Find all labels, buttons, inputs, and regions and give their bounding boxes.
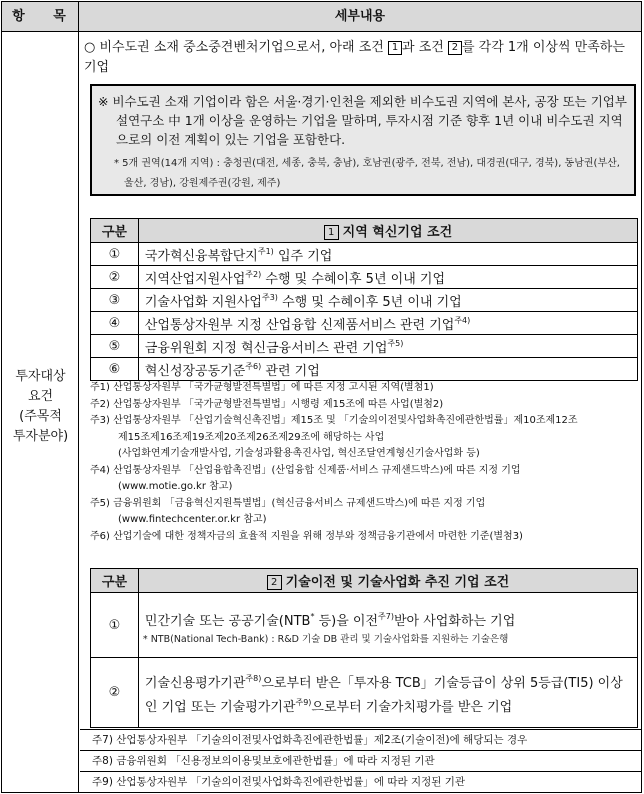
tech-transfer-table xyxy=(90,568,638,728)
table2-row-mark: ① xyxy=(91,593,139,658)
footnote: 주4) 산업통상자원부 「산업융합촉진법」(산업융합 신제품·서비스 규제샌드박스)에 따른 지정 기업 xyxy=(90,464,521,476)
table1-row-mark: ④ xyxy=(91,312,139,335)
row-label xyxy=(2,367,79,447)
header-detail: 세부내용 xyxy=(334,9,386,24)
footnote: 주8) 금융위원회 「신용정보의이용및보호에관한법률」에 따라 지정된 기관 xyxy=(80,750,641,771)
table1-row-mark: ② xyxy=(91,266,139,289)
non-capital-note-box xyxy=(90,84,636,196)
intro-text-c: 를 각각 1개 이상씩 만족하는 기업 xyxy=(84,40,625,75)
footnote: 주1) 산업통상자원부 「국가균형발전특별법」에 따른 지정 고시된 지역(별첨1) xyxy=(90,382,434,393)
detail-column xyxy=(80,32,641,793)
footnote: 주2) 산업통상자원부 「국가균형발전특별법」시행령 제15조에 따른 사업(별첨2) xyxy=(90,398,444,410)
table1-row-mark: ⑥ xyxy=(91,358,139,381)
table2-gubun-header: 구분 xyxy=(91,569,139,593)
table1-row-mark: ③ xyxy=(91,289,139,312)
row-label-line: 투자분야) xyxy=(12,429,69,444)
table1-row-text: 기술사업화 지원사업$^{주3)}$ 수행 및 수혜이후 5년 이내 기업 xyxy=(138,289,637,312)
intro-paragraph xyxy=(84,38,636,78)
regional-innovation-table xyxy=(90,218,638,381)
investment-requirements-table xyxy=(1,1,642,793)
table1-title: 1 지역 혁신기업 조건 xyxy=(138,219,637,243)
ntb-note: * NTB(National Tech-Bank) : R&D 기술 DB 관리 및 기술사업화를 지원하는 기술은행 xyxy=(142,633,509,645)
condition-2-box: 2 xyxy=(448,41,462,55)
footnote: 주3) 산업통상자원부 「산업기술혁신촉진법」제15조 및 「기술의이전및사업화촉진에관한법률」제10조제12조 xyxy=(90,415,578,426)
table1-num-box: 1 xyxy=(324,225,339,240)
footnote: 주7) 산업통상자원부 「기술의이전및사업화촉진에관한법률」제2조(기술이전)에 해당되는 경우 xyxy=(80,729,641,750)
left-column xyxy=(2,32,79,793)
table1-row-mark: ① xyxy=(91,243,139,266)
table1-row-text: 금융위원회 지정 혁신금융서비스 관련 기업$^{주5)}$ xyxy=(138,335,637,358)
condition-1-box: 1 xyxy=(388,41,402,55)
row-label-line: 투자대상 xyxy=(15,369,66,384)
table1-row-text: 산업통상자원부 지정 산업융합 신제품서비스 관련 기업$^{주4)}$ xyxy=(138,312,637,335)
bullet: ○ xyxy=(84,40,96,55)
footnote: (www.fintechcenter.or.kr 참고) xyxy=(118,514,267,525)
table2-title: 2 기술이전 및 기술사업화 추진 기업 조건 xyxy=(138,569,637,593)
table1-row-mark: ⑤ xyxy=(91,335,139,358)
table1-row-text: 국가혁신융복합단지$^{주1)}$ 입주 기업 xyxy=(138,243,637,266)
row-label-line: 요건 xyxy=(27,389,54,404)
footnotes-2 xyxy=(80,729,641,792)
table1-row-text: 지역산업지원사업$^{주2)}$ 수행 및 수혜이후 5년 이내 기업 xyxy=(138,266,637,289)
intro-text-b: 과 조건 xyxy=(402,40,448,55)
footnote: 주5) 금융위원회 「금융혁신지원특별법」(혁신금융서비스 규제샌드박스)에 따른 지정 기업 xyxy=(90,497,486,509)
footnotes-1 xyxy=(90,380,638,545)
table2-row-mark: ② xyxy=(91,658,139,728)
note-regions: * 5개 권역(14개 지역) : 충청권(대전, 세종, 충북, 충남), 호남권(광주, 전북, 전남), 대경권(대구, 경북), 동남권(부산, 울산, 경남), 강원제주권(강원, 제주) xyxy=(114,158,620,189)
table1-gubun-header: 구분 xyxy=(91,219,139,243)
header-item: 항 목 xyxy=(2,2,79,32)
table2-row-1: 민간기술 또는 공공기술(NTB* 등)을 이전$^{주7)}$받아 사업화하는 기업 * NTB(National Tech-Bank) : R&D 기술 DB 관리 및 기술사업화를 지원하는 기술은행 xyxy=(138,593,637,658)
table1-row-text: 혁신성장공동기준$^{주6)}$ 관련 기업 xyxy=(138,358,637,381)
footnote: 제15조제16조제19조제20조제26조제29조에 해당하는 사업 xyxy=(118,431,385,443)
footnote: 주9) 산업통상자원부 「기술의이전및사업화촉진에관한법률」에 따라 지정된 기관 xyxy=(80,771,641,792)
intro-text-a: 비수도권 소재 중소중견벤처기업으로서, 아래 조건 xyxy=(99,40,388,55)
footnote: 주6) 산업기술에 대한 정책자금의 효율적 지원을 위해 정부와 정책금융기관에서 마련한 기준(별첨3) xyxy=(90,530,523,542)
footnote: (사업화연계기술개발사업, 기술성과활용촉진사업, 혁신조달연계형신기술사업화 등) xyxy=(118,448,480,459)
footnote: (www.motie.go.kr 참고) xyxy=(118,481,233,492)
header-row xyxy=(2,2,641,32)
row-label-line: (주목적 xyxy=(19,409,62,424)
table2-row-2: 기술신용평가기관$^{주8)}$으로부터 받은「투자용 TCB」기술등급이 상위 5등급(TI5) 이상인 기업 또는 기술평가기관$^{주9)}$으로부터 기술가치평가를 받은 기업 xyxy=(138,658,637,728)
note-main: ※ 비수도권 소재 기업이라 함은 서울·경기·인천을 제외한 비수도권 지역에 본사, 공장 또는 기업부설연구소 中 1개 이상을 운영하는 기업을 말하며, 투자시점 기준 향후 1년 이내 비수도권 지역으로의 이전 계획이 있는 기업을 포함한다. xyxy=(98,94,627,147)
table2-num-box: 2 xyxy=(267,575,282,590)
